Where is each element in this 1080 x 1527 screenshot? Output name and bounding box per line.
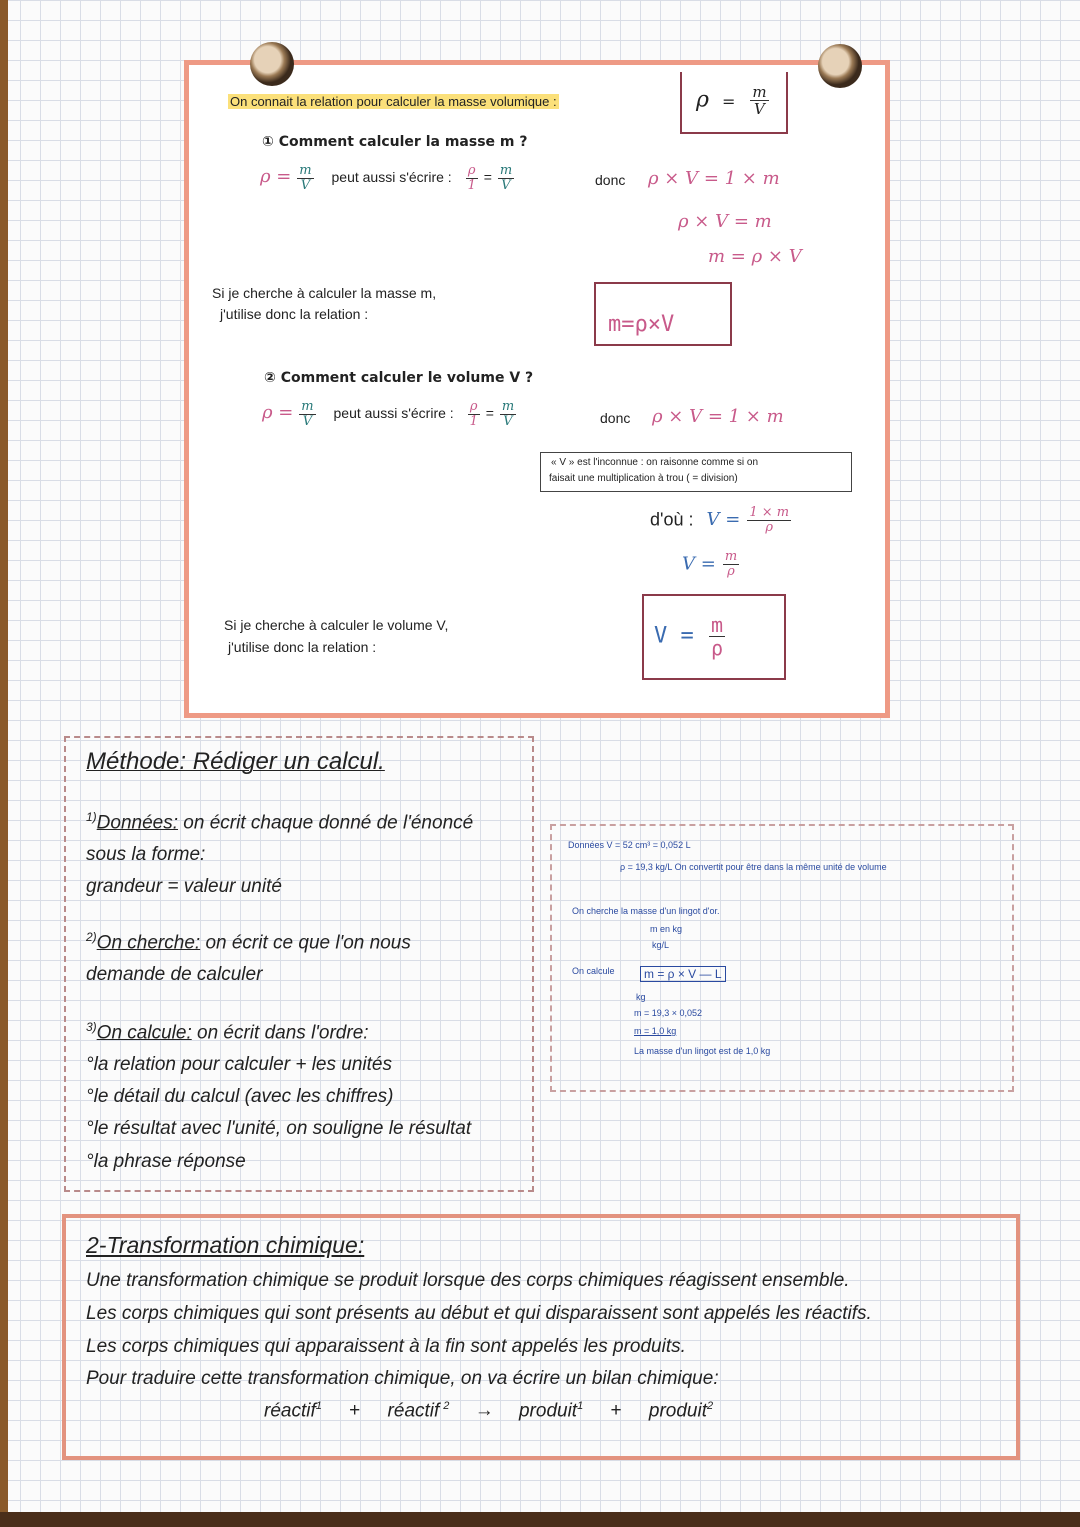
example-line3: On cherche la masse d'un lingot d'or. bbox=[572, 906, 720, 916]
s1-donc: donc bbox=[595, 172, 626, 188]
page-left-edge bbox=[0, 0, 8, 1527]
method-step3: $^{3)}$On calcule: on écrit dans l'ordre: bbox=[86, 1020, 369, 1044]
s1-step1: ρ × V = 1 × m bbox=[648, 168, 780, 189]
method-step2: $^{2)}$On cherche: on écrit ce que l'on nous bbox=[86, 930, 411, 954]
chem-line-4: Pour traduire cette transformation chimique, on va écrire un bilan chimique: bbox=[86, 1368, 719, 1389]
intro-text: On connait la relation pour calculer la masse volumique : bbox=[230, 94, 557, 109]
chem-title: 2-Transformation chimique: bbox=[86, 1232, 365, 1258]
s1-rewrite-row: ρ = $\frac{m}{V}$ peut aussi s'écrire : $\frac{\rho}{1}$ = $\frac{m}{V}$ bbox=[260, 163, 513, 193]
main-formula-box: ρ = $\frac{m}{V}$ bbox=[680, 72, 788, 134]
s1-conclusion-1: Si je cherche à calculer la masse m, bbox=[212, 285, 437, 301]
method-step1-line3: grandeur = valeur unité bbox=[86, 876, 282, 897]
s2-conclusion-1: Si je cherche à calculer le volume V, bbox=[224, 617, 449, 633]
method-title: Méthode: Rédiger un calcul. bbox=[86, 748, 385, 775]
s2-conclusion-2: j'utilise donc la relation : bbox=[228, 639, 377, 655]
s2-donc: donc bbox=[600, 410, 631, 426]
example-line6: m = ρ × V — L bbox=[640, 966, 726, 982]
section1-title: ① Comment calculer la masse m ? bbox=[262, 134, 528, 150]
page-bottom-edge bbox=[0, 1512, 1080, 1527]
example-line9: m = 1,0 kg bbox=[634, 1026, 677, 1036]
s1-step3: m = ρ × V bbox=[708, 246, 802, 267]
s1-conclusion-2: j'utilise donc la relation : bbox=[220, 306, 369, 322]
s2-answer-box: V = $\frac{m}{\rho}$ bbox=[642, 594, 786, 680]
chem-line-1: Une transformation chimique se produit lorsque des corps chimiques réagissent ensemble. bbox=[86, 1270, 850, 1291]
method-bullet-2: °le détail du calcul (avec les chiffres) bbox=[86, 1086, 394, 1107]
example-line7: kg bbox=[636, 992, 646, 1002]
example-line6-label: On calcule bbox=[572, 966, 615, 976]
s2-step3: V = $\frac{m}{\rho}$ bbox=[682, 549, 738, 579]
method-step1: $^{1)}$Données: on écrit chaque donné de l'énoncé bbox=[86, 810, 474, 834]
section2-title: ② Comment calculer le volume V ? bbox=[264, 370, 534, 386]
example-line2: ρ = 19,3 kg/L On convertit pour être dans la même unité de volume bbox=[620, 862, 887, 872]
chem-line-3: Les corps chimiques qui apparaissent à la fin sont appelés les produits. bbox=[86, 1336, 686, 1357]
method-bullet-4: °la phrase réponse bbox=[86, 1151, 246, 1172]
method-step1-line2: sous la forme: bbox=[86, 844, 206, 865]
chem-line-2: Les corps chimiques qui sont présents au début et qui disparaissent sont appelés les réactifs. bbox=[86, 1303, 872, 1324]
s2-rewrite-row: ρ = $\frac{m}{V}$ peut aussi s'écrire : $\frac{\rho}{1}$ = $\frac{m}{V}$ bbox=[262, 399, 515, 429]
s2-step2: d'où : V = $\frac{1 \times m}{\rho}$ bbox=[650, 505, 790, 535]
example-line5: kg/L bbox=[652, 940, 670, 950]
s2-note-box: « V » est l'inconnue : on raisonne comme si on faisait une multiplication à trou ( = division) bbox=[540, 452, 852, 492]
s1-step2: ρ × V = m bbox=[678, 211, 772, 232]
pin-left-icon bbox=[250, 42, 294, 86]
example-line8: m = 19,3 × 0,052 bbox=[634, 1008, 703, 1018]
example-line10: La masse d'un lingot est de 1,0 kg bbox=[634, 1046, 771, 1056]
pin-right-icon bbox=[818, 44, 862, 88]
method-step2-line2: demande de calculer bbox=[86, 964, 263, 985]
s2-step1: ρ × V = 1 × m bbox=[652, 406, 784, 427]
chem-equation: réactif$^1$ + réactif $^2$ → produit$^1$ + produit$^2$ bbox=[264, 1400, 714, 1422]
example-line4: m en kg bbox=[650, 924, 683, 934]
s1-answer-box: m=ρ×V bbox=[594, 282, 732, 346]
method-bullet-3: °le résultat avec l'unité, on souligne le résultat bbox=[86, 1118, 472, 1139]
method-bullet-1: °la relation pour calculer + les unités bbox=[86, 1054, 392, 1075]
example-line1: Données V = 52 cm³ = 0,052 L bbox=[568, 840, 691, 850]
